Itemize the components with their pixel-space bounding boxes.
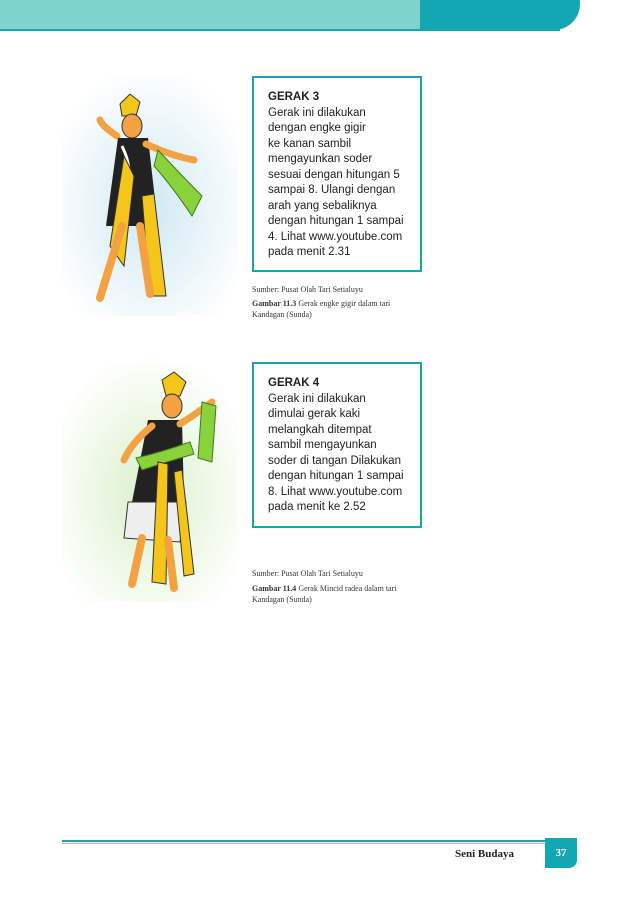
- figure-caption: [252, 298, 412, 320]
- header-rule: [0, 29, 560, 31]
- figure-label: Gambar 11.4: [252, 584, 297, 593]
- figure-caption-text: Gerak engke gigir dalam tari Kandagan (Sunda): [252, 299, 391, 319]
- figure-source: Sumber: Pusat Olah Tari Setialuyu: [252, 285, 363, 294]
- figure-caption: [252, 583, 412, 605]
- page-number: 37: [545, 838, 577, 868]
- figure-caption-text: Gerak Mincid radea dalam tari Kandagan (Sunda): [252, 584, 397, 604]
- instruction-body: Gerak ini dilakukan dimulai gerak kaki melangkah ditempat sambil mengayunkan soder di tangan Dilakukan dengan hitungan 1 sampai 8. Lihat www.youtube.com pada menit ke 2.52: [268, 392, 404, 513]
- dancer-illustration-2: [62, 362, 238, 602]
- instruction-box-gerak-4: [252, 362, 422, 528]
- instruction-box-gerak-3: [252, 76, 422, 272]
- header-band-dark: [420, 0, 580, 30]
- book-title: Seni Budaya: [455, 848, 514, 860]
- figure-label: Gambar 11.3: [252, 299, 297, 308]
- instruction-title: GERAK 4: [268, 377, 320, 389]
- instruction-title: GERAK 3: [268, 91, 320, 103]
- header-band-light: [0, 0, 450, 30]
- footer-rule-light: [62, 843, 562, 844]
- figure-source: Sumber: Pusat Olah Tari Setialuyu: [252, 569, 363, 578]
- dancer-illustration-1: [62, 76, 238, 316]
- footer-rule: [62, 840, 562, 842]
- instruction-body: Gerak ini dilakukan dengan engke gigir ke kanan sambil mengayunkan soder sesuai dengan hitungan 5 sampai 8. Ulangi dengan arah yang sebaliknya dengan hitungan 1 sampai 4. Lihat www.youtube.com pada menit 2.31: [268, 106, 404, 258]
- header-band: [0, 0, 638, 40]
